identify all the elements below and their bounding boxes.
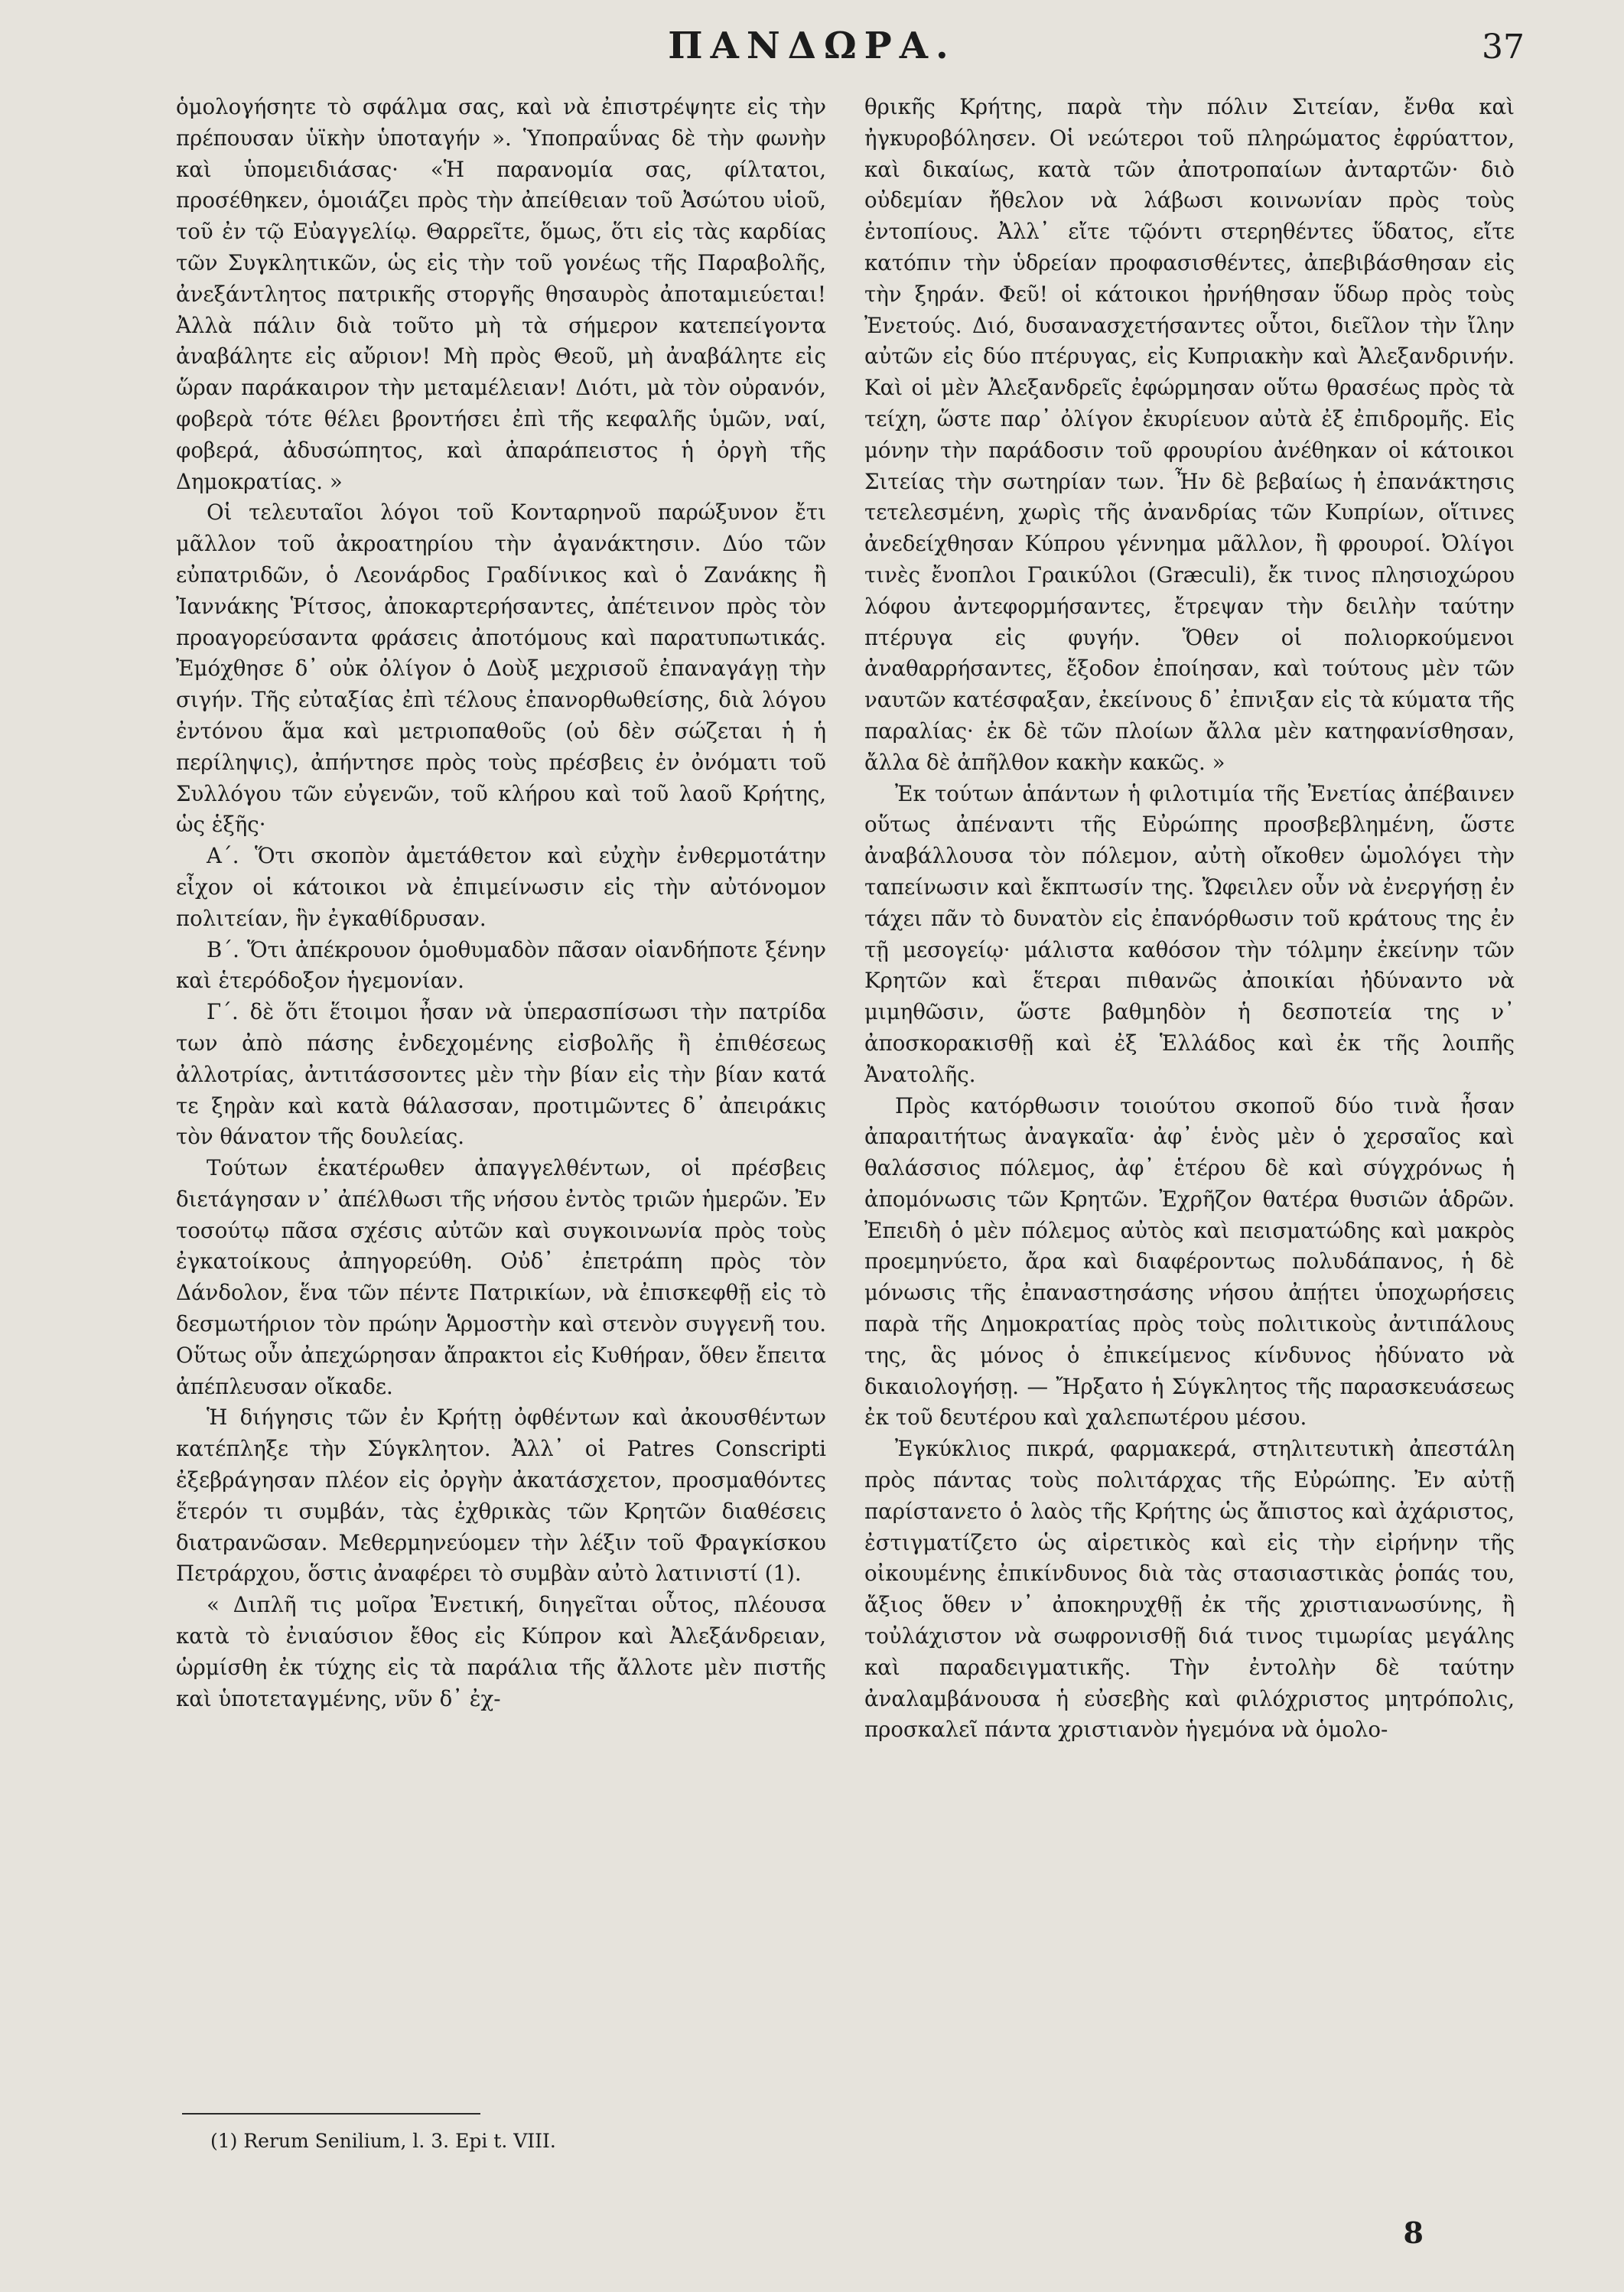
paragraph: Οἱ τελευταῖοι λόγοι τοῦ Κονταρηνοῦ παρώξυνον ἔτι μᾶλλον τοῦ ἀκροατηρίου τὴν ἀγανάκτησιν. Δύο τῶν εὐπατριδῶν, ὁ Λεονάρδος Γραδίνικος καὶ ὁ Ζανάκης ἢ Ἰαννάκης Ῥίτσος, ἀποκαρτερήσαντες, ἀπέτεινον πρὸς τὸν προαγορεύσαντα φράσεις ἀποτόμους καὶ παρατυπωτικάς. Ἐμόχθησε δ᾽ οὐκ ὀλίγον ὁ Δοὺξ μεχρισοῦ ἐπαναγάγῃ τὴν σιγήν. Τῆς εὐταξίας ἐπὶ τέλους ἐπανορθωθείσης, διὰ λόγου ἐντόνου ἅμα καὶ μετριοπαθοῦς (οὐ δὲν σώζεται ἡ ἡ περίληψις), ἀπήντησε πρὸς τοὺς πρέσβεις ἐν ὀνόματι τοῦ Συλλόγου τῶν εὐγενῶν, τοῦ κλήρου καὶ τοῦ λαοῦ Κρήτης, ὡς ἑξῆς· <box>176 500 826 838</box>
left-column <box>176 92 826 1714</box>
list-item: Γ΄. δὲ ὅτι ἕτοιμοι ἦσαν νὰ ὑπερασπίσωσι τὴν πατρίδα των ἀπὸ πάσης ἐνδεχομένης εἰσβολῆς ἢ ἐπιθέσεως ἀλλοτρίας, ἀντιτάσσοντες μὲν τὴν βίαν εἰς τὴν βίαν κατά τε ξηρὰν καὶ κατὰ θάλασσαν, προτιμῶντες δ᾽ ἀπειράκις τὸν θάνατον τῆς δουλείας. <box>176 999 826 1150</box>
paragraph: Ἐγκύκλιος πικρά, φαρμακερά, στηλιτευτικὴ ἀπεστάλη πρὸς πάντας τοὺς πολιτάρχας τῆς Εὐρώπης. Ἐν αὐτῇ παρίστανετο ὁ λαὸς τῆς Κρήτης ὡς ἄπιστος καὶ ἀχάριστος, ἐστιγματίζετο ὡς αἱρετικὸς καὶ εἰς τὴν εἰρήνην τῆς οἰκουμένης ἐπικίνδυνος διὰ τὰς στασιαστικὰς ῥοπάς του, ἄξιος ὅθεν ν᾽ ἀποκηρυχθῇ ἐκ τῆς χριστιανωσύνης, ἢ τοὐλάχιστον νὰ σωφρονισθῇ διά τινος τιμωρίας μεγάλης καὶ παραδειγματικῆς. Τὴν ἐντολὴν δὲ ταύτην ἀναλαμβάνουσα ἡ εὐσεβὴς καὶ φιλόχριστος μητρόπολις, προσκαλεῖ πάντα χριστιανὸν ἡγεμόνα νὰ ὁμολο- <box>864 1436 1515 1743</box>
footnote-divider <box>182 2113 480 2115</box>
paragraph: ὁμολογήσητε τὸ σφάλμα σας, καὶ νὰ ἐπιστρέψητε εἰς τὴν πρέπουσαν ὑϊκὴν ὑποταγήν ». Ὑποπραΰνας δὲ τὴν φωνὴν καὶ ὑπομειδιάσας· «Ἡ παρανομία σας, φίλτατοι, προσέθηκεν, ὁμοιάζει πρὸς τὴν ἀπείθειαν τοῦ Ἀσώτου υἱοῦ, τοῦ ἐν τῷ Εὐαγγελίῳ. Θαρρεῖτε, ὅμως, ὅτι εἰς τὰς καρδίας τῶν Συγκλητικῶν, ὡς εἰς τὴν τοῦ γονέως τῆς Παραβολῆς, ἀνεξάντλητος πατρικῆς στοργῆς θησαυρὸς ἀποταμιεύεται! Ἀλλὰ πάλιν διὰ τοῦτο μὴ τὰ σήμερον κατεπείγοντα ἀναβάλητε εἰς αὔριον! Μὴ πρὸς Θεοῦ, μὴ ἀναβάλητε εἰς ὥραν παράκαιρον τὴν μεταμέλειαν! Διότι, μὰ τὸν οὐρανόν, φοβερὰ τότε θέλει βροντήσει ἐπὶ τῆς κεφαλῆς ὑμῶν, ναί, φοβερά, ἀδυσώπητος, καὶ ἀπαράπειστος ἡ ὀργὴ τῆς Δημοκρατίας. » <box>176 94 826 494</box>
paragraph: θρικῆς Κρήτης, παρὰ τὴν πόλιν Σιτείαν, ἔνθα καὶ ἠγκυροβόλησεν. Οἱ νεώτεροι τοῦ πληρώματος ἐφρύαττον, καὶ δικαίως, κατὰ τῶν ἀποτροπαίων ἀνταρτῶν· διὸ οὐδεμίαν ἤθελον νὰ λάβωσι κοινωνίαν πρὸς τοὺς ἐντοπίους. Ἀλλ᾽ εἴτε τῷόντι στερηθέντες ὕδατος, εἴτε κατόπιν τὴν ὑδρείαν προφασισθέντες, ἀπεβιβάσθησαν εἰς τὴν ξηράν. Φεῦ! οἱ κάτοικοι ἠρνήθησαν ὕδωρ πρὸς τοὺς Ἐνετούς. Διό, δυσανασχετήσαντες οὗτοι, διεῖλον τὴν ἴλην αὐτῶν εἰς δύο πτέρυγας, εἰς Κυπριακὴν καὶ Ἀλεξανδρινήν. Καὶ οἱ μὲν Ἀλεξανδρεῖς ἐφώρμησαν οὕτω θρασέως πρὸς τὰ τείχη, ὥστε παρ᾽ ὀλίγον ἐκυρίευον αὐτὰ ἐξ ἐπιδρομῆς. Εἰς μόνην τὴν παράδοσιν τοῦ φρουρίου ἀνέθηκαν οἱ κάτοικοι Σιτείας τὴν σωτηρίαν των. Ἦν δὲ βεβαίως ἡ ἐπανάκτησις τετελεσμένη, χωρὶς τῆς ἀνανδρίας τῶν Κυπρίων, οἵτινες ἀνεδείχθησαν Κύπρου γέννημα μᾶλλον, ἢ φρουροί. Ὀλίγοι τινὲς ἔνοπλοι Γραικύλοι (Græculi), ἔκ τινος πλησιοχώρου λόφου ἀντεφορμήσαντες, ἔτρεψαν τὴν δειλὴν ταύτην πτέρυγα εἰς φυγήν. Ὅθεν οἱ πολιορκούμενοι ἀναθαρρήσαντες, ἔξοδον ἐποίησαν, καὶ τούτους μὲν τῶν ναυτῶν κατέσφαξαν, ἐκείνους δ᾽ ἐπνιξαν εἰς τὰ κύματα τῆς παραλίας· ἐκ δὲ τῶν πλοίων ἄλλα μὲν κατηφανίσθησαν, ἄλλα δὲ ἀπῆλθον κακὴν κακῶς. » <box>864 94 1515 775</box>
list-item: Β΄. Ὅτι ἀπέκρουον ὁμοθυμαδὸν πᾶσαν οἱανδήποτε ξένην καὶ ἑτερόδοξον ἡγεμονίαν. <box>176 936 826 994</box>
page-header <box>0 21 1624 67</box>
journal-title: ΠΑΝΔΩΡΑ. <box>668 24 956 67</box>
right-column <box>864 92 1515 1746</box>
paragraph: Τούτων ἑκατέρωθεν ἀπαγγελθέντων, οἱ πρέσβεις διετάγησαν ν᾽ ἀπέλθωσι τῆς νήσου ἐντὸς τριῶν ἡμερῶν. Ἐν τοσούτῳ πᾶσα σχέσις αὐτῶν καὶ συγκοινωνία πρὸς τοὺς ἐγκατοίκους ἀπηγορεύθη. Οὐδ᾽ ἐπετράπη πρὸς τὸν Δάνδολον, ἕνα τῶν πέντε Πατρικίων, νὰ ἐπισκεφθῇ εἰς τὸ δεσμωτήριον τὸν πρώην Ἁρμοστὴν καὶ στενὸν συγγενῆ του. Οὕτως οὖν ἀπεχώρησαν ἄπρακτοι εἰς Κυθήραν, ὅθεν ἔπειτα ἀπέπλευσαν οἴκαδε. <box>176 1155 826 1399</box>
paragraph: Ἡ διήγησις τῶν ἐν Κρήτῃ ὀφθέντων καὶ ἀκουσθέντων κατέπληξε τὴν Σύγκλητον. Ἀλλ᾽ οἱ Patres Conscripti ἐξεβράγησαν πλέον εἰς ὀργὴν ἀκατάσχετον, προσμαθόντες ἕτερόν τι συμβάν, τὰς ἐχθρικὰς τῶν Κρητῶν διαθέσεις διατρανῶσαν. Μεθερμηνεύομεν τὴν λέξιν τοῦ Φραγκίσκου Πετράρχου, ὅστις ἀναφέρει τὸ συμβὰν αὐτὸ λατινιστί (1). <box>176 1405 826 1587</box>
signature-mark: 8 <box>1403 2215 1424 2250</box>
footnote: (1) Rerum Senilium, l. 3. Epi t. VIII. <box>210 2130 556 2152</box>
quotation-paragraph: « Διπλῆ τις μοῖρα Ἐνετική, διηγεῖται οὗτος, πλέουσα κατὰ τὸ ἐνιαύσιον ἔθος εἰς Κύπρον καὶ Ἀλεξάνδρειαν, ὡρμίσθη ἐκ τύχης εἰς τὰ παράλια τῆς ἄλλοτε μὲν πιστῆς καὶ ὑποτεταγμένης, νῦν δ᾽ ἐχ- <box>176 1592 826 1711</box>
paragraph: Ἐκ τούτων ἁπάντων ἡ φιλοτιμία τῆς Ἐνετίας ἀπέβαινεν οὕτως ἀπέναντι τῆς Εὐρώπης προσβεβλημένη, ὥστε ἀναβάλλουσα τὸν πόλεμον, αὐτὴ οἴκοθεν ὡμολόγει τὴν ταπείνωσιν καὶ ἔκπτωσίν της. Ὤφειλεν οὖν νὰ ἐνεργήσῃ ἐν τάχει πᾶν τὸ δυνατὸν εἰς ἐπανόρθωσιν τοῦ κράτους της ἐν τῇ μεσογείῳ· μάλιστα καθόσον τὴν τόλμην ἐκείνην τῶν Κρητῶν καὶ ἕτεραι πιθανῶς ἀποικίαι ἠδύναντο νὰ μιμηθῶσιν, ὥστε βαθμηδὸν ἡ δεσποτεία της ν᾽ ἀποσκορακισθῇ καὶ ἐξ Ἑλλάδος καὶ ἐκ τῆς λοιπῆς Ἀνατολῆς. <box>864 780 1515 1087</box>
page-number: 37 <box>1482 28 1525 67</box>
list-item: Α΄. Ὅτι σκοπὸν ἀμετάθετον καὶ εὐχὴν ἐνθερμοτάτην εἶχον οἱ κάτοικοι νὰ ἐπιμείνωσιν εἰς τὴν αὐτόνομον πολιτείαν, ἣν ἐγκαθίδρυσαν. <box>176 843 826 931</box>
paragraph: Πρὸς κατόρθωσιν τοιούτου σκοποῦ δύο τινὰ ἦσαν ἀπαραιτήτως ἀναγκαῖα· ἀφ᾽ ἑνὸς μὲν ὁ χερσαῖος καὶ θαλάσσιος πόλεμος, ἀφ᾽ ἑτέρου δὲ καὶ σύγχρόνως ἡ ἀπομόνωσις τῶν Κρητῶν. Ἐχρῆζον θατέρα θυσιῶν ἁδρῶν. Ἐπειδὴ ὁ μὲν πόλεμος αὐτὸς καὶ πεισματώδης καὶ μακρὸς προεμηνύετο, ἄρα καὶ διαφέροντως πολυδάπανος, ἡ δὲ μόνωσις τῆς ἐπαναστησάσης νήσου ἀπῄτει ὑποχωρήσεις παρὰ τῆς Δημοκρατίας πρὸς τοὺς πολιτικοὺς ἀντιπάλους της, ἃς μόνος ὁ ἐπικείμενος κίνδυνος ἠδύνατο νὰ δικαιολογήσῃ. — Ἤρξατο ἡ Σύγκλητος τῆς παρασκευάσεως ἐκ τοῦ δευτέρου καὶ χαλεπωτέρου μέσου. <box>864 1092 1515 1431</box>
